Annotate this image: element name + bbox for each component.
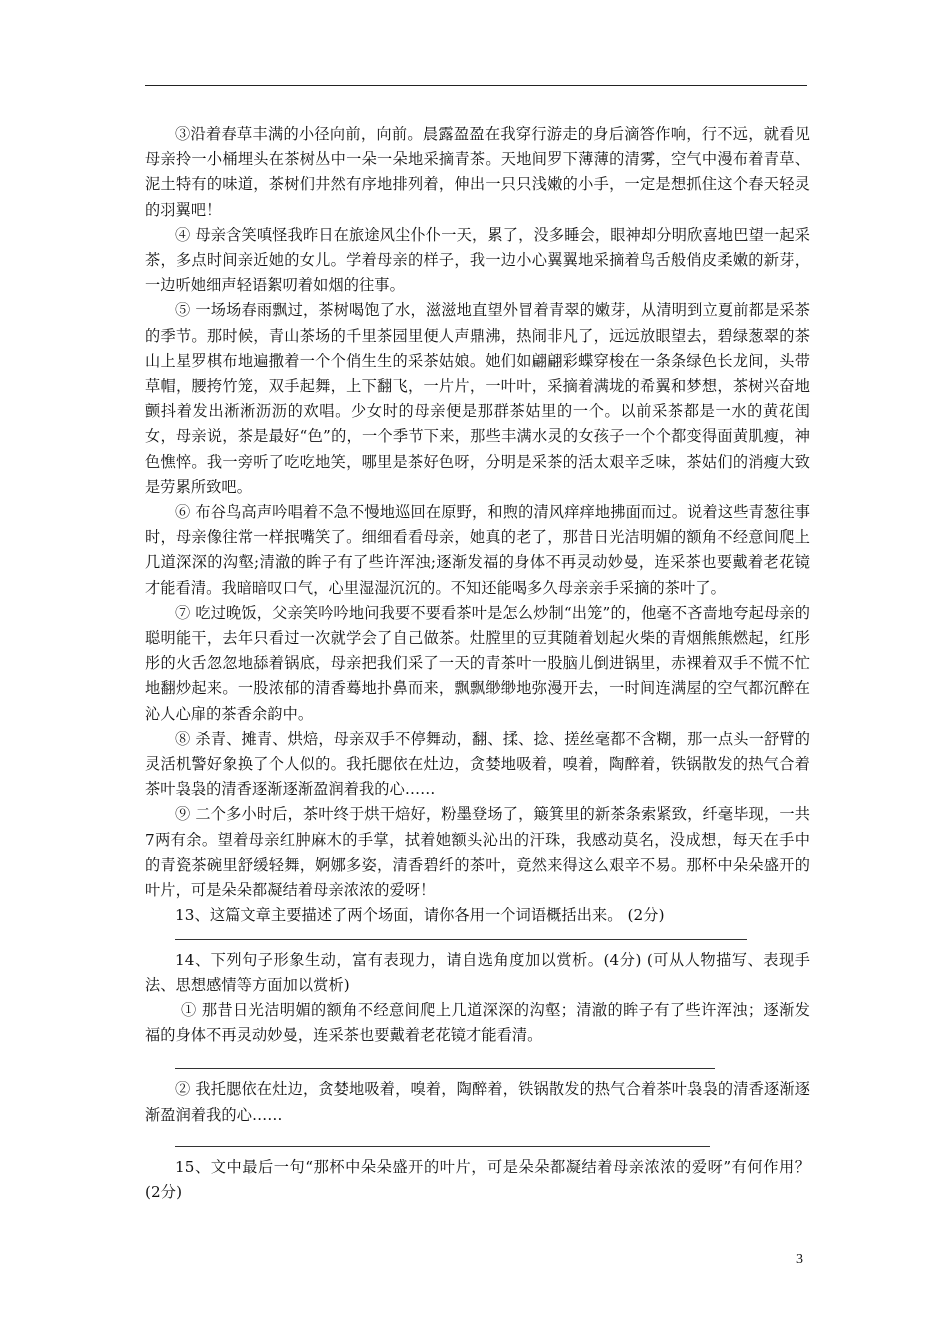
header-rule (145, 85, 807, 86)
paragraph-3: ③沿着春草丰满的小径向前，向前。晨露盈盈在我穿行游走的身后滴答作响，行不远，就看见母亲拎一小桶埋头在茶树丛中一朵一朵地采摘青茶。天地间罗下薄薄的清雾，空气中漫布着青草、泥土特有的味道，茶树们井然有序地排列着，伸出一只只浅嫩的小手，一定是想抓住这个春天轻灵的羽翼吧！ (145, 125, 810, 219)
answer-line-13[interactable] (175, 939, 747, 940)
answer-line-14-1[interactable] (175, 1068, 715, 1069)
paragraph-8: ⑧ 杀青、摊青、烘焙，母亲双手不停舞动，翻、揉、捻、搓丝毫都不含糊，那一点头一舒臂的灵活机警好象换了个人似的。我托腮依在灶边，贪婪地吸着，嗅着，陶醉着，铁锅散发的热气合着茶叶袅袅的清香逐渐逐渐盈润着我的心…… (145, 729, 810, 799)
question-14-item-2: ② 我托腮依在灶边，贪婪地吸着，嗅着，陶醉着，铁锅散发的热气合着茶叶袅袅的清香逐渐逐渐盈润着我的心…… (145, 1080, 810, 1124)
paragraph-7: ⑦ 吃过晚饭，父亲笑吟吟地问我要不要看茶叶是怎么炒制“出笼”的，他毫不吝啬地夸起母亲的聪明能干，去年只看过一次就学会了自己做茶。灶膛里的豆萁随着划起火柴的青烟熊熊燃起，红彤彤的火舌忽忽地舔着锅底，母亲把我们采了一天的青茶叶一股脑儿倒进锅里，赤裸着双手不慌不忙地翻炒起来。一股浓郁的清香蓦地扑鼻而来，飘飘缈缈地弥漫开去，一时间连满屋的空气都沉醉在沁人心扉的茶香余韵中。 (145, 603, 810, 723)
paragraph-9: ⑨ 二个多小时后，茶叶终于烘干焙好，粉墨登场了，簸箕里的新茶条索紧致，纤毫毕现，一共7两有余。望着母亲红肿麻木的手掌，拭着她额头沁出的汗珠，我感动莫名，没成想，每天在手中的青瓷茶碗里舒缓轻舞，婀娜多姿，清香碧纤的茶叶，竟然来得这么艰辛不易。那杯中朵朵盛开的叶片，可是朵朵都凝结着母亲浓浓的爱呀！ (145, 805, 810, 900)
paragraph-4: ④ 母亲含笑嗔怪我昨日在旅途风尘仆仆一天，累了，没多睡会，眼神却分明欣喜地巴望一起采茶，多点时间亲近她的女儿。学着母亲的样子，我一边小心翼翼地采摘着鸟舌般俏皮柔嫩的新芽，一边听她细声轻语絮叨着如烟的往事。 (145, 225, 810, 295)
answer-line-14-2[interactable] (175, 1146, 710, 1147)
question-14-item-1: ① 那昔日光洁明媚的额角不经意间爬上几道深深的沟壑；清澈的眸子有了些许浑浊；逐渐发福的身体不再灵动妙曼，连采茶也要戴着老花镜才能看清。 (145, 1000, 810, 1045)
question-13: 13、这篇文章主要描述了两个场面，请你各用一个词语概括出来。 (2分) (175, 906, 665, 925)
question-14: 14、下列句子形象生动，富有表现力，请自选角度加以赏析。(4分) (可从人物描写、表现手法、思想感情等方面加以赏析) (145, 950, 810, 994)
paragraph-6: ⑥ 布谷鸟高声吟唱着不急不慢地巡回在原野，和煦的清风痒痒地拂面而过。说着这些青葱往事时，母亲像往常一样抿嘴笑了。细细看看母亲，她真的老了，那昔日光洁明媚的额角不经意间爬上几道深深的沟壑;清澈的眸子有了些许浑浊;逐渐发福的身体不再灵动妙曼，连采茶也要戴着老花镜才能看清。我暗暗叹口气，心里湿湿沉沉的。不知还能喝多久母亲亲手采摘的茶叶了。 (145, 503, 810, 597)
document-body (145, 122, 810, 1205)
question-15: 15、文中最后一句“那杯中朵朵盛开的叶片，可是朵朵都凝结着母亲浓浓的爱呀”有何作用？ (2分) (145, 1157, 810, 1201)
page-number: 3 (796, 1252, 803, 1267)
paragraph-5: ⑤ 一场场春雨飘过，茶树喝饱了水，滋滋地直望外冒着青翠的嫩芽，从清明到立夏前都是采茶的季节。那时候，青山茶场的千里茶园里便人声鼎沸，热闹非凡了，远远放眼望去，碧绿葱翠的茶山上星罗棋布地遍撒着一个个俏生生的采茶姑娘。她们如翩翩彩蝶穿梭在一条条绿色长龙间，头带草帽，腰挎竹笼，双手起舞，上下翻飞，一片片，一叶叶，采摘着满垅的希翼和梦想，茶树兴奋地颤抖着发出淅淅沥沥的欢唱。少女时的母亲便是那群茶姑里的一个。以前采茶都是一水的黄花闺女，母亲说，茶是最好“色”的，一个季节下来，那些丰满水灵的女孩子一个个都变得面黄肌瘦，神色憔悴。我一旁听了吃吃地笑，哪里是茶好色呀，分明是采茶的活太艰辛乏味，茶姑们的消瘦大致是劳累所致吧。 (145, 301, 810, 496)
